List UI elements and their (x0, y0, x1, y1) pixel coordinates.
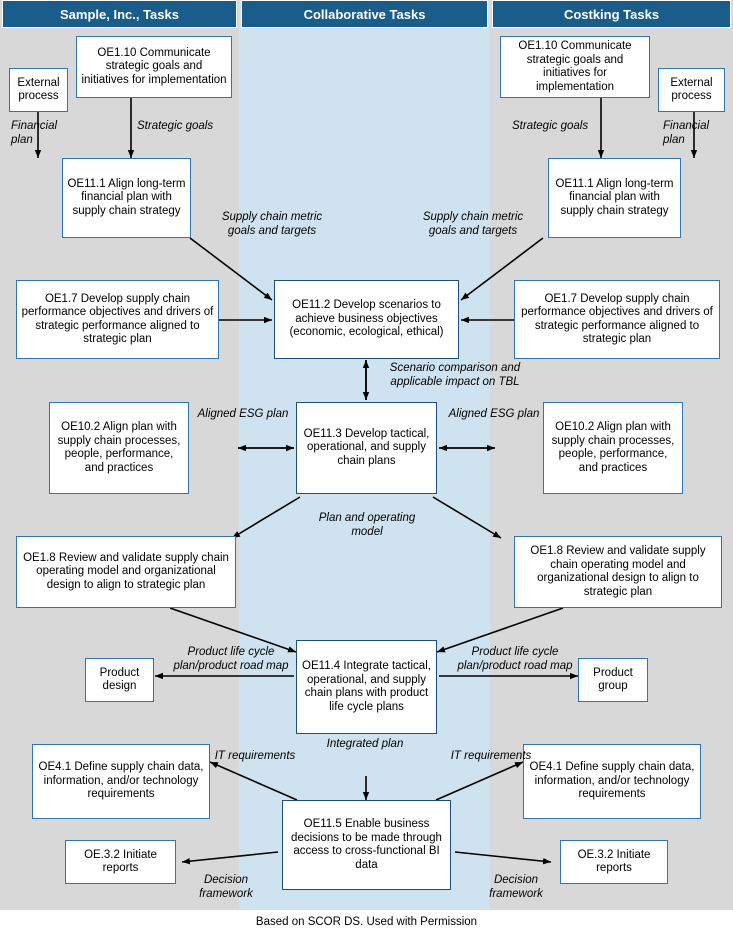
box-right-oe1-10[interactable]: OE1.10 Communicate strategic goals and initiatives for implementation (500, 36, 650, 98)
label-left-metric-goals: Supply chain metric goals and targets (221, 211, 323, 237)
column-header-sample: Sample, Inc., Tasks (2, 0, 237, 28)
box-left-external-process[interactable]: External process (9, 68, 68, 112)
box-right-oe1-7[interactable]: OE1.7 Develop supply chain performance objectives and drivers of strategic performance aligned to strategic plan (514, 280, 720, 359)
column-header-costking: Costking Tasks (492, 0, 731, 28)
box-right-oe11-1[interactable]: OE11.1 Align long-term financial plan with supply chain strategy (548, 158, 681, 238)
label-left-it-requirements: IT requirements (214, 750, 296, 762)
box-left-oe4-1[interactable]: OE4.1 Define supply chain data, information, and/or technology requirements (32, 744, 210, 819)
label-integrated-plan: Integrated plan (326, 738, 404, 750)
box-right-oe10-2[interactable]: OE10.2 Align plan with supply chain processes, people, performance, and practices (543, 402, 683, 494)
box-left-product-design[interactable]: Product design (85, 658, 154, 702)
label-left-strategic-goals: Strategic goals (137, 120, 214, 132)
label-right-decision-framework: Decision framework (489, 874, 543, 900)
box-right-oe1-8[interactable]: OE1.8 Review and validate supply chain operating model and organizational design to align to strategic plan (514, 536, 722, 608)
label-plan-operating-model: Plan and operating model (318, 512, 416, 538)
label-right-metric-goals: Supply chain metric goals and targets (422, 211, 524, 237)
label-right-aligned-esg: Aligned ESG plan (448, 408, 540, 420)
label-scenario-comparison: Scenario comparison and applicable impact on TBL (389, 362, 521, 388)
label-left-financial-plan: Financial plan (11, 120, 58, 146)
box-mid-oe11-3[interactable]: OE11.3 Develop tactical, operational, and supply chain plans (296, 402, 437, 494)
box-mid-oe11-2[interactable]: OE11.2 Develop scenarios to achieve business objectives (economic, ecological, ethical) (274, 280, 459, 359)
box-left-oe1-7[interactable]: OE1.7 Develop supply chain performance objectives and drivers of strategic performance aligned to strategic plan (16, 280, 219, 359)
label-right-it-requirements: IT requirements (450, 750, 532, 762)
label-left-decision-framework: Decision framework (199, 874, 253, 900)
box-mid-oe11-4[interactable]: OE11.4 Integrate tactical, operational, and supply chain plans with product life cycle plans (296, 640, 437, 734)
box-right-product-group[interactable]: Product group (578, 658, 648, 702)
source-caption: Based on SCOR DS. Used with Permission (255, 916, 478, 928)
box-left-oe1-8[interactable]: OE1.8 Review and validate supply chain operating model and organizational design to align to strategic plan (16, 536, 236, 608)
label-right-financial-plan: Financial plan (663, 120, 710, 146)
column-header-collaborative: Collaborative Tasks (241, 0, 488, 28)
box-mid-oe11-5[interactable]: OE11.5 Enable business decisions to be made through access to cross-functional BI data (282, 800, 451, 890)
label-right-strategic-goals: Strategic goals (512, 120, 589, 132)
label-left-product-life-cycle: Product life cycle plan/product road map (173, 646, 289, 672)
box-right-external-process[interactable]: External process (658, 68, 725, 112)
box-left-oe10-2[interactable]: OE10.2 Align plan with supply chain processes, people, performance, and practices (49, 402, 189, 494)
label-left-aligned-esg: Aligned ESG plan (197, 408, 289, 420)
box-right-oe3-2[interactable]: OE.3.2 Initiate reports (560, 840, 668, 884)
box-left-oe3-2[interactable]: OE.3.2 Initiate reports (65, 840, 176, 884)
box-left-oe1-10[interactable]: OE1.10 Communicate strategic goals and initiatives for implementation (76, 36, 232, 98)
box-left-oe11-1[interactable]: OE11.1 Align long-term financial plan with supply chain strategy (62, 158, 191, 238)
box-right-oe4-1[interactable]: OE4.1 Define supply chain data, information, and/or technology requirements (523, 744, 701, 819)
label-right-product-life-cycle: Product life cycle plan/product road map (457, 646, 573, 672)
